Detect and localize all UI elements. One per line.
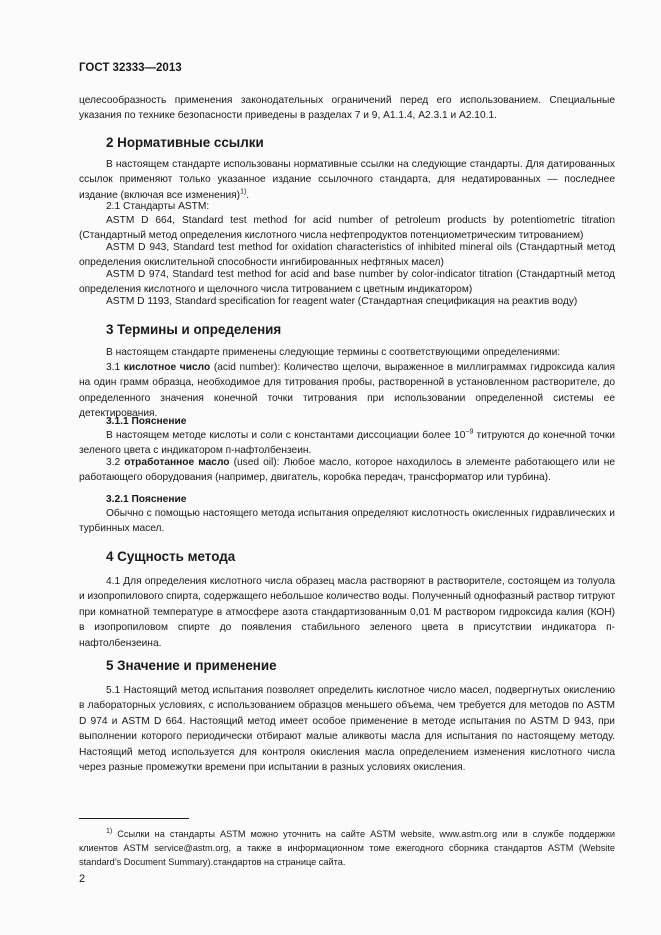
astm-standards-label: 2.1 Стандарты ASTM:: [106, 201, 210, 212]
note-heading: 3.2.1 Пояснение: [106, 494, 187, 505]
section-2-paragraph: [79, 157, 615, 203]
term-number: 3.2: [106, 457, 121, 468]
document-id: ГОСТ 32333—2013: [79, 62, 182, 74]
footnote-text: Ссылки на стандарты ASTM можно уточнить на сайте ASTM website, www.astm.org или в службе поддержки клиентов ASTM service@astm.org, а также в информационном томе ежегодного сборника стандартов ASTM (Website standard’s Document Summary).стандартов на странице сайта.: [79, 829, 615, 867]
section-5-heading: 5 Значение и применение: [106, 658, 277, 673]
section-3-heading: 3 Термины и определения: [106, 322, 282, 337]
section-4-paragraph: 4.1 Для определения кислотного числа образец масла растворяют в растворителе, состоящем из толуола и изопропилового спирта, содержащего небольшое количество воды. Полученный однофазный раствор титруют при комнатной температуре в атмосфере азота стандартизованным 0,01 М раствором гидроксида калия (КОН) в изопропиловом спирте до появления стабильного зеленого цвета в присутствии индикатора п-нафтолбензеина.: [79, 576, 615, 649]
reference-item: ASTM D 664, Standard test method for acid number of petroleum products by potentiometric titration (Стандартный метод определения кислотного числа нефтепродуктов потенциометрическим титрованием): [79, 215, 615, 242]
term-acid-number: [79, 360, 615, 422]
section-4-heading: 4 Сущность метода: [106, 549, 236, 564]
section-2-text: В настоящем стандарте использованы нормативные ссылки на следующие стандарты. Для датированных ссылок применяют только указанное издание ссылочного стандарта, для недатированных — последнее издание (включая все изменения): [79, 159, 615, 201]
section-3-intro: В настоящем стандарте применены следующие термины с соответствующими определениями:: [106, 347, 561, 358]
term-number: 3.1: [106, 362, 121, 373]
section-2-text-end: .: [246, 189, 250, 201]
note-heading: 3.1.1 Пояснение: [106, 416, 187, 427]
note-text-b: титруются до конечной точки зеленого цвета с индикатором п-нафтолбензеин.: [79, 430, 615, 457]
reference-item: ASTM D 943, Standard test method for oxidation characteristics of inhibited mineral oils (Стандартный метод определения окислительной способности ингибированных нефтяных масел): [79, 242, 615, 269]
section-2-heading: 2 Нормативные ссылки: [106, 135, 264, 150]
page-number: 2: [79, 873, 86, 885]
term-definition: (used oil): Любое масло, которое находилось в элементе работающего или не работающего оборудования (например, двигатель, коробка передач, трансформатор или турбина).: [79, 457, 615, 484]
exponent: −9: [465, 428, 474, 436]
section-5-paragraph: 5.1 Настоящий метод испытания позволяет определить кислотное число масел, подвергнутых окислению в лабораторных условиях, с использованием образцов меньшего объема, чем требуется для методов по ASTM D 974 и ASTM D 664. Настоящий метод имеет особое применение в методе испытания по ASTM D 943, при выполнении которого периодически отбирают малые аликвоты масла для испытания по настоящему методу. Настоящий метод используется для контроля окисления масла определением изменения кислотного числа через разные промежутки времени при испытании в разных условиях окисления.: [79, 685, 615, 774]
intro-paragraph: целесообразность применения законодательных ограничений перед его использованием. Специальные указания по технике безопасности приведены в разделах 7 и 9, А1.1.4, А2.3.1 и А2.10.1.: [79, 95, 615, 122]
note-text: Обычно с помощью настоящего метода испытания определяют кислотность окисленных гидравлических и турбинных масел.: [79, 508, 615, 535]
term-used-oil: [79, 455, 615, 486]
footnote: [79, 827, 615, 869]
note-text-a: В настоящем методе кислоты и соли с константами диссоциации более 10: [106, 430, 466, 441]
term-definition: (acid number): Количество щелочи, выраженное в миллиграммах гидроксида калия на один грамм образца, необходимое для титрования пробы, растворенной в установленном растворителе, до определенного значения конечной точки титрования при использовании определенной системы ее детектирования.: [79, 362, 615, 420]
term-name: отработанное масло: [124, 457, 230, 468]
reference-item: ASTM D 974, Standard test method for acid and base number by color-indicator titration (Стандартный метод определения кислотного и щелочного числа титрованием с цветным индикатором): [79, 269, 615, 296]
footnote-mark: 1): [106, 827, 113, 835]
reference-item: ASTM D 1193, Standard specification for reagent water (Стандартная спецификация на реактив воду): [106, 296, 578, 307]
footnote-divider: [79, 818, 189, 819]
term-name: кислотное число: [123, 362, 211, 373]
footnote-ref[interactable]: 1): [240, 188, 247, 196]
